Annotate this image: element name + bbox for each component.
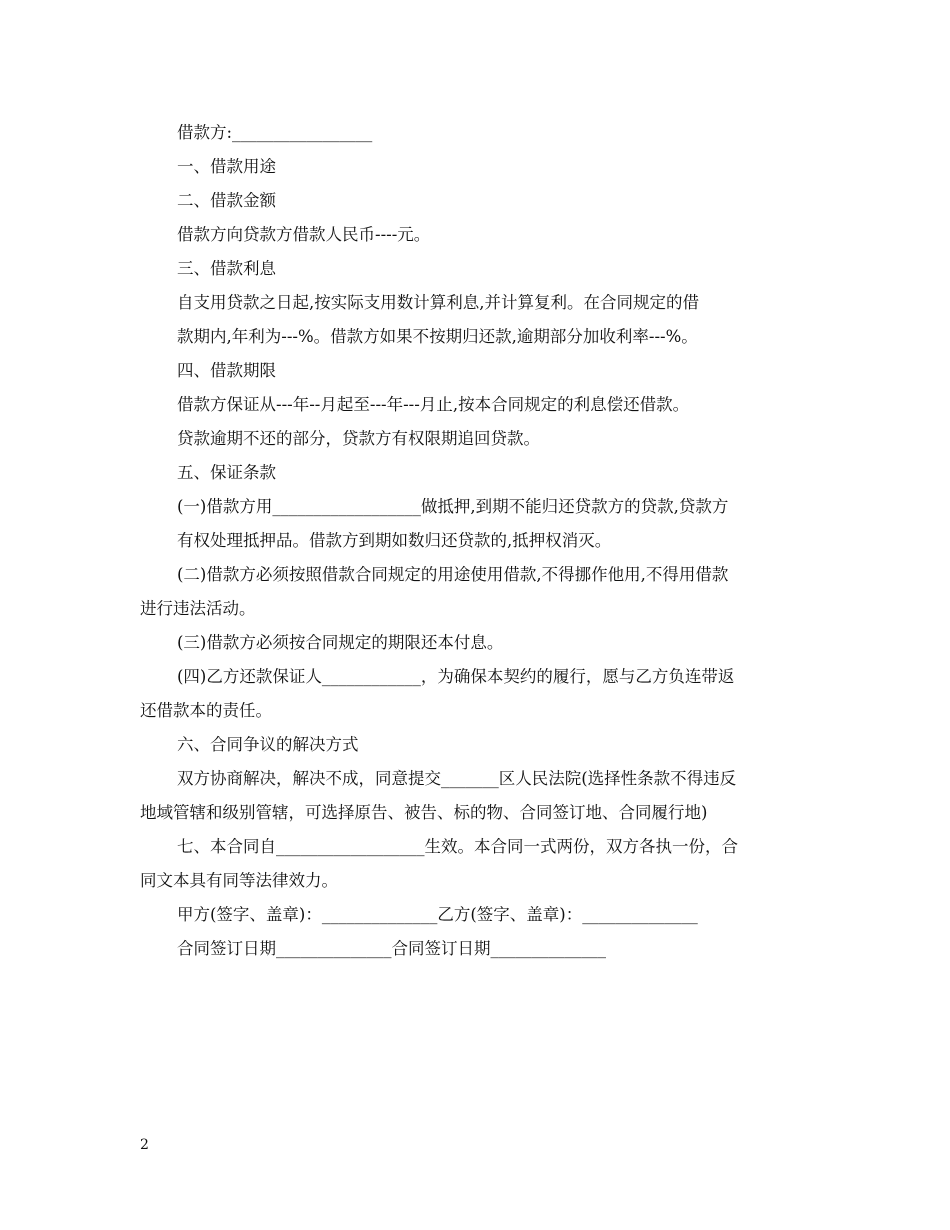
section-heading: 一、借款用途 [177, 157, 276, 176]
paragraph-line: 进行违法活动。 [140, 599, 256, 618]
signing-date-line: 合同签订日期______________合同签订日期______________ [177, 939, 606, 958]
section-heading: 四、借款期限 [177, 361, 276, 380]
document-body [140, 116, 816, 966]
paragraph-line: 借款方保证从---年--月起至---年---月止,按本合同规定的利息偿还借款。 [177, 395, 690, 414]
paragraph-line: 还借款本的责任。 [140, 701, 272, 720]
paragraph-line: (四)乙方还款保证人____________，为确保本契约的履行，愿与乙方负连带返 [177, 667, 735, 686]
paragraph-line: 自支用贷款之日起,按实际支用数计算利息,并计算复利。在合同规定的借 [177, 293, 699, 312]
section-heading: 五、保证条款 [177, 463, 276, 482]
paragraph-line: (三)借款方必须按合同规定的期限还本付息。 [177, 633, 504, 652]
paragraph-line: (一)借款方用__________________做抵押,到期不能归还贷款方的贷款,贷款方 [177, 497, 729, 516]
section-heading: 二、借款金额 [177, 191, 276, 210]
signature-line: 甲方(签字、盖章)：______________乙方(签字、盖章)：______________ [177, 905, 698, 924]
paragraph-line: (二)借款方必须按照借款合同规定的用途使用借款,不得挪作他用,不得用借款 [177, 565, 729, 584]
paragraph-line: 借款方:_________________ [177, 123, 373, 142]
paragraph-line: 七、本合同自__________________生效。本合同一式两份，双方各执一份，合 [177, 837, 738, 856]
paragraph-line: 贷款逾期不还的部分，贷款方有权限期追回贷款。 [177, 429, 540, 448]
paragraph-line: 双方协商解决，解决不成，同意提交_______区人民法院(选择性条款不得违反 [177, 769, 737, 788]
paragraph-line: 有权处理抵押品。借款方到期如数归还贷款的,抵押权消灭。 [177, 531, 612, 550]
page-number: 2 [140, 1137, 149, 1153]
section-heading: 三、借款利息 [177, 259, 276, 278]
section-heading: 六、合同争议的解决方式 [177, 735, 359, 754]
paragraph-line: 同文本具有同等法律效力。 [140, 871, 338, 890]
paragraph-line: 地域管辖和级别管辖，可选择原告、被告、标的物、合同签订地、合同履行地) [140, 803, 708, 822]
paragraph-line: 款期内,年利为---%。借款方如果不按期归还款,逾期部分加收利率---%。 [177, 327, 698, 346]
paragraph-line: 借款方向贷款方借款人民币----元。 [177, 225, 431, 244]
